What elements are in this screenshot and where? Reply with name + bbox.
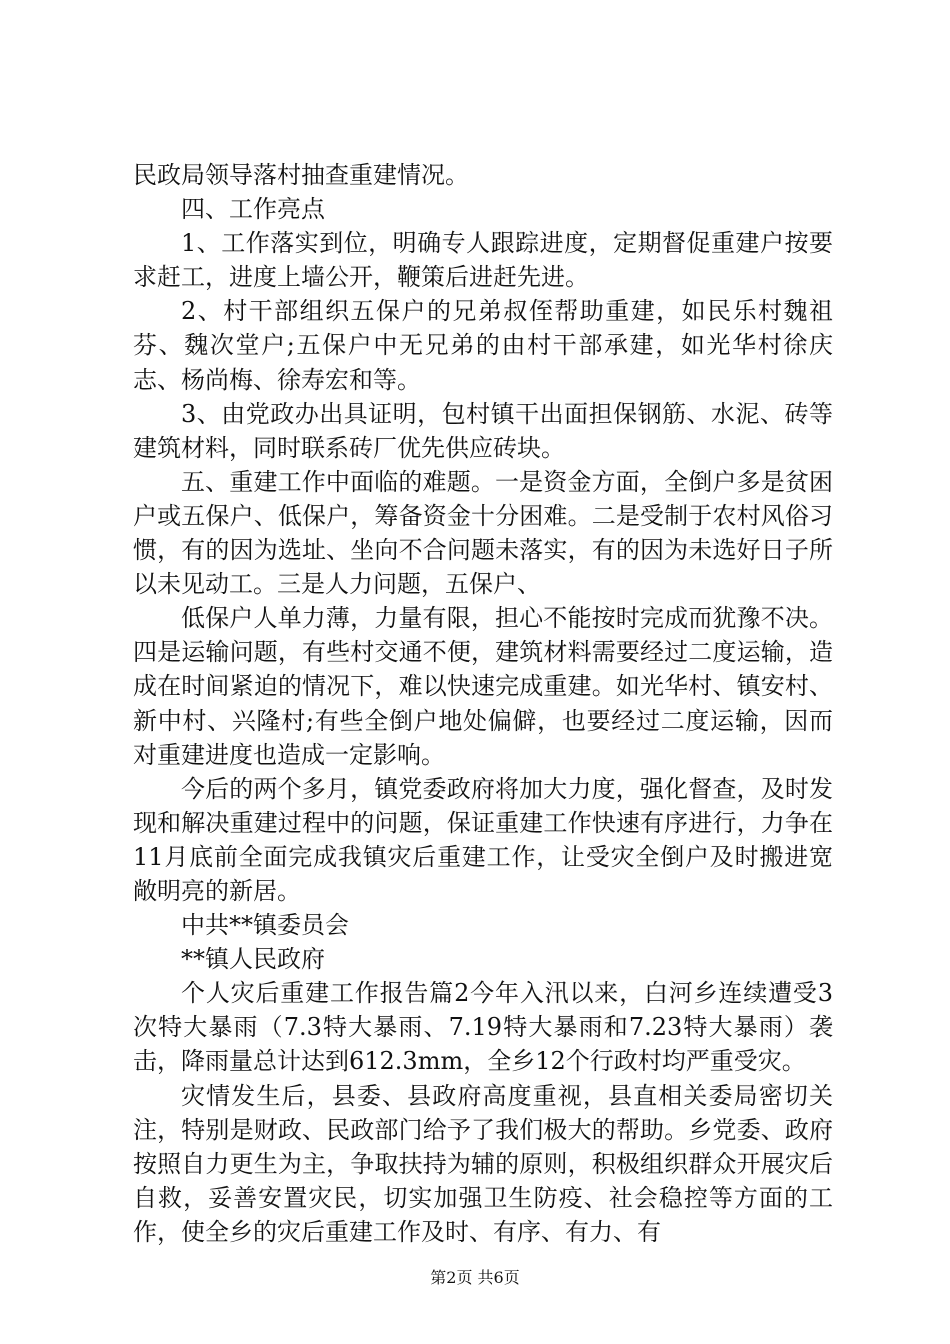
paragraph-highlight-2: 2、村干部组织五保户的兄弟叔侄帮助重建，如民乐村魏祖芬、魏次堂户;五保户中无兄弟的由村干部承建，如光华村徐庆志、杨尚梅、徐寿宏和等。 [133,297,833,394]
paragraph-report-2-response: 灾情发生后，县委、县政府高度重视，县直相关委局密切关注，特别是财政、民政部门给予了我们极大的帮助。乡党委、政府按照自力更生为主，争取扶持为辅的原则，积极组织群众开展灾后自救，妥善安置灾民，切实加强卫生防疫、社会稳控等方面的工作，使全乡的灾后重建工作及时、有序、有力、有 [133,1081,833,1246]
paragraph-continuation: 民政局领导落村抽查重建情况。 [133,161,469,189]
paragraph-difficulties: 五、重建工作中面临的难题。一是资金方面，全倒户多是贫困户或五保户、低保户，筹备资金十分困难。二是受制于农村风俗习惯，有的因为选址、坐向不合问题未落实，有的因为未选好日子所以未见动工。三是人力问题，五保户、 [133,467,833,599]
section-heading-highlights: 四、工作亮点 [181,195,325,224]
page-number-footer: 第2页 共6页 [430,1268,520,1287]
signature-town-government: **镇人民政府 [181,945,325,974]
paragraph-highlight-1: 1、工作落实到位，明确专人跟踪进度，定期督促重建户按要求赶工，进度上墙公开，鞭策后进赶先进。 [133,229,833,292]
document-body [133,158,833,1249]
paragraph-difficulties-continued: 低保户人单力薄，力量有限，担心不能按时完成而犹豫不决。四是运输问题，有些村交通不便，建筑材料需要经过二度运输，造成在时间紧迫的情况下，难以快速完成重建。如光华村、镇安村、新中村、兴隆村;有些全倒户地处偏僻，也要经过二度运输，因而对重建进度也造成一定影响。 [133,604,833,769]
paragraph-next-steps: 今后的两个多月，镇党委政府将加大力度，强化督查，及时发现和解决重建过程中的问题，保证重建工作快速有序进行，力争在11月底前全面完成我镇灾后重建工作，让受灾全倒户及时搬进宽敞明亮的新居。 [133,774,833,905]
paragraph-report-2-intro: 个人灾后重建工作报告篇2今年入汛以来，白河乡连续遭受3次特大暴雨（7.3特大暴雨、7.19特大暴雨和7.23特大暴雨）袭击，降雨量总计达到612.3mm，全乡12个行政村均严重受灾。 [133,979,833,1076]
paragraph-highlight-3: 3、由党政办出具证明，包村镇干出面担保钢筋、水泥、砖等建筑材料，同时联系砖厂优先供应砖块。 [133,399,833,462]
signature-party-committee: 中共**镇委员会 [181,911,349,940]
